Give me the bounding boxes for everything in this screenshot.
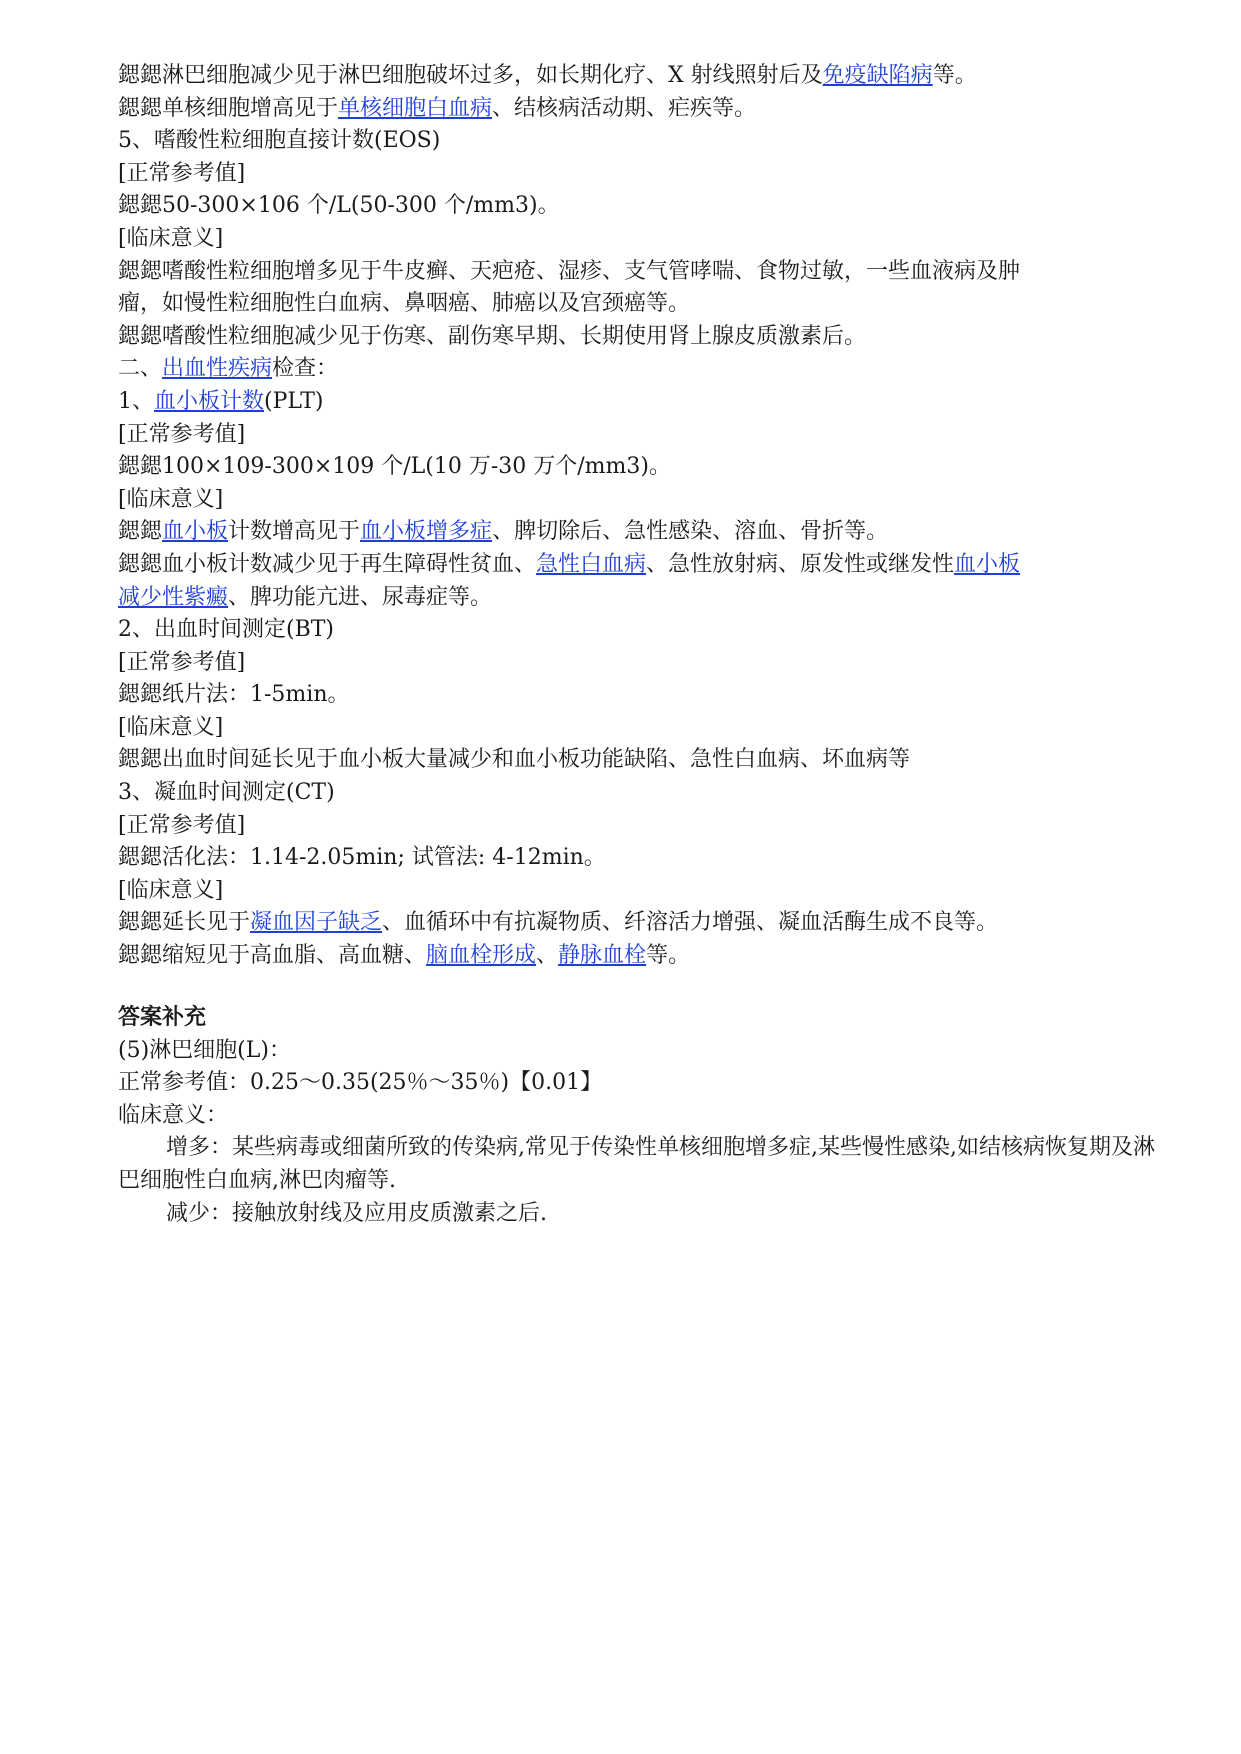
document-page bbox=[118, 60, 1158, 1230]
line-text: 、血循环中有抗凝物质、纤溶活力增强、凝血活酶生成不良等。 bbox=[382, 910, 999, 936]
supplement-increase: 增多：某些病毒或细菌所致的传染病,常见于传染性单核细胞增多症,某些慢性感染,如结核病恢复期及淋巴细胞性白血病,淋巴肉瘤等. bbox=[118, 1135, 1155, 1193]
text-line bbox=[118, 777, 1158, 810]
line-text: [临床意义] bbox=[118, 877, 224, 903]
answer-supplement bbox=[118, 1001, 1158, 1231]
term-link[interactable]: 免疫缺陷病 bbox=[822, 63, 933, 88]
line-text: 鍶鍶嗜酸性粒细胞增多见于牛皮癣、天疤疮、湿疹、支气管哮喘、食物过敏，一些血液病及肿 bbox=[118, 258, 1021, 284]
text-line bbox=[118, 582, 1158, 615]
supplement-normal-value: 正常参考值：0.25～0.35(25％～35％)【0.01】 bbox=[118, 1070, 603, 1096]
line-text: [正常参考值] bbox=[118, 421, 246, 447]
line-text: 、 bbox=[536, 943, 559, 969]
section-gap bbox=[118, 973, 1158, 1001]
text-line bbox=[118, 744, 1158, 777]
text-line bbox=[118, 614, 1158, 647]
supplement-clinical-label: 临床意义： bbox=[118, 1102, 229, 1128]
text-line bbox=[118, 647, 1158, 680]
text-line bbox=[118, 451, 1158, 484]
line-text: [正常参考值] bbox=[118, 812, 246, 838]
term-link[interactable]: 血小板计数 bbox=[154, 388, 265, 414]
line-text: [正常参考值] bbox=[118, 160, 246, 186]
text-line bbox=[118, 288, 1158, 321]
term-link[interactable]: 单核细胞白血病 bbox=[338, 95, 493, 121]
term-link[interactable]: 血小板 bbox=[954, 551, 1021, 577]
text-line bbox=[118, 190, 1158, 223]
text-line bbox=[118, 353, 1158, 386]
text-line bbox=[118, 842, 1158, 875]
line-text: (PLT) bbox=[264, 388, 324, 414]
line-text: 等。 bbox=[646, 943, 691, 969]
text-line bbox=[118, 256, 1158, 289]
term-link[interactable]: 急性白血病 bbox=[536, 551, 647, 577]
text-line bbox=[118, 484, 1158, 517]
line-text: 鍶鍶50-300×106 个/L(50-300 个/mm3)。 bbox=[118, 193, 560, 219]
line-text: 二、 bbox=[118, 356, 163, 382]
text-line bbox=[118, 516, 1158, 549]
term-link[interactable]: 减少性紫癜 bbox=[118, 584, 229, 610]
line-text: 、结核病活动期、疟疾等。 bbox=[492, 95, 757, 121]
text-line bbox=[118, 712, 1158, 745]
supplement-title: (5)淋巴细胞(L)： bbox=[118, 1037, 291, 1063]
term-link[interactable]: 血小板增多症 bbox=[360, 519, 493, 545]
lab-text-body bbox=[118, 60, 1158, 973]
text-line bbox=[118, 158, 1158, 191]
text-line bbox=[118, 419, 1158, 452]
line-text: 计数增高见于 bbox=[228, 519, 361, 545]
text-line bbox=[118, 321, 1158, 354]
line-text: 、急性放射病、原发性或继发性 bbox=[646, 551, 955, 577]
text-line bbox=[118, 875, 1158, 908]
text-line bbox=[118, 907, 1158, 940]
line-text: 等。 bbox=[932, 63, 977, 88]
line-text: [临床意义] bbox=[118, 714, 224, 740]
term-link[interactable]: 凝血因子缺乏 bbox=[250, 910, 383, 936]
line-text: 鍶鍶嗜酸性粒细胞减少见于伤寒、副伤寒早期、长期使用肾上腺皮质激素后。 bbox=[118, 323, 867, 349]
line-text: 1、 bbox=[118, 388, 154, 414]
line-text: 鍶鍶 bbox=[118, 519, 163, 545]
line-text: 鍶鍶活化法：1.14-2.05min; 试管法: 4-12min。 bbox=[118, 845, 606, 871]
supplement-heading: 答案补充 bbox=[118, 1004, 207, 1030]
text-line bbox=[118, 940, 1158, 973]
text-line bbox=[118, 549, 1158, 582]
term-link[interactable]: 脑血栓形成 bbox=[426, 943, 537, 969]
line-text: [正常参考值] bbox=[118, 649, 246, 675]
line-text: 鍶鍶纸片法：1-5min。 bbox=[118, 682, 350, 708]
term-link[interactable]: 静脉血栓 bbox=[558, 943, 647, 969]
line-text: 鍶鍶缩短见于高血脂、高血糖、 bbox=[118, 943, 427, 969]
term-link[interactable]: 出血性疾病 bbox=[162, 356, 273, 382]
line-text: 检查： bbox=[272, 356, 339, 382]
line-text: [临床意义] bbox=[118, 486, 224, 512]
line-text: 鍶鍶单核细胞增高见于 bbox=[118, 95, 339, 121]
line-text: 鍶鍶淋巴细胞减少见于淋巴细胞破坏过多，如长期化疗、X 射线照射后及 bbox=[118, 63, 823, 88]
line-text: 鍶鍶延长见于 bbox=[118, 910, 251, 936]
line-text: 鍶鍶100×109-300×109 个/L(10 万-30 万个/mm3)。 bbox=[118, 454, 671, 480]
text-line bbox=[118, 125, 1158, 158]
text-line bbox=[118, 810, 1158, 843]
line-text: 2、出血时间测定(BT) bbox=[118, 617, 335, 643]
text-line bbox=[118, 223, 1158, 256]
line-text: 瘤，如慢性粒细胞性白血病、鼻咽癌、肺癌以及宫颈癌等。 bbox=[118, 291, 691, 317]
supplement-decrease: 减少：接触放射线及应用皮质激素之后. bbox=[166, 1200, 547, 1226]
text-line bbox=[118, 93, 1158, 126]
text-line bbox=[118, 679, 1158, 712]
line-text: 5、嗜酸性粒细胞直接计数(EOS) bbox=[118, 128, 441, 154]
line-text: 鍶鍶出血时间延长见于血小板大量减少和血小板功能缺陷、急性白血病、坏血病等 bbox=[118, 747, 911, 773]
line-text: 、脾功能亢进、尿毒症等。 bbox=[228, 584, 493, 610]
line-text: [临床意义] bbox=[118, 225, 224, 251]
line-text: 、脾切除后、急性感染、溶血、骨折等。 bbox=[492, 519, 889, 545]
text-line bbox=[118, 60, 1158, 93]
line-text: 鍶鍶血小板计数减少见于再生障碍性贫血、 bbox=[118, 551, 537, 577]
text-line bbox=[118, 386, 1158, 419]
term-link[interactable]: 血小板 bbox=[162, 519, 229, 545]
line-text: 3、凝血时间测定(CT) bbox=[118, 780, 335, 806]
